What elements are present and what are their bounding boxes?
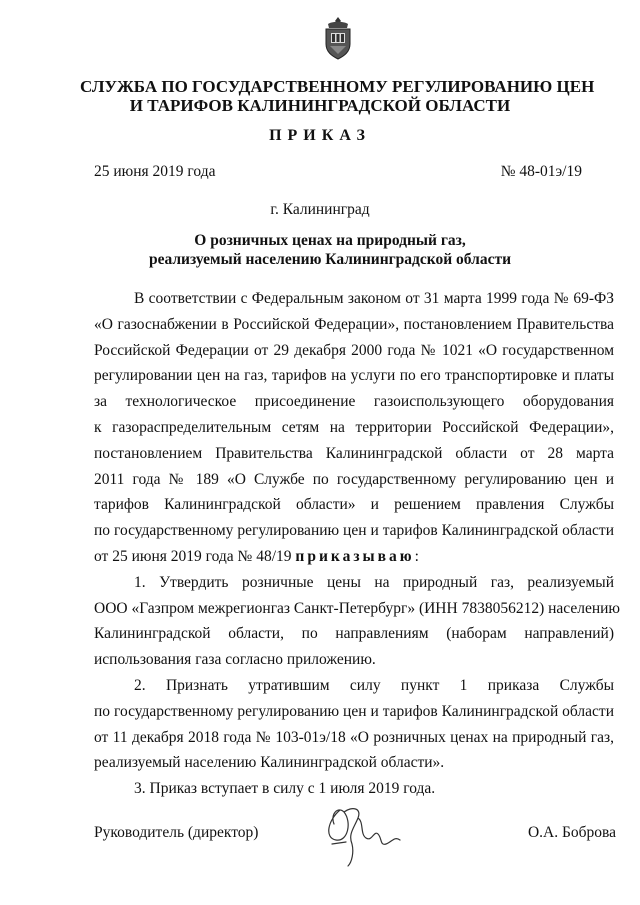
item-1-line: Калининградской области, по направлениям (наборам направлений) bbox=[94, 625, 614, 643]
signer-title: Руководитель (директор) bbox=[94, 824, 259, 841]
item-2-line: 2. Признать утратившим силу пункт 1 приказа Службы bbox=[134, 676, 614, 694]
preamble-last-line: от 25 июня 2019 года № 48/19 приказываю: bbox=[94, 547, 419, 565]
preamble-line: за технологическое присоединение газоиспользующего оборудования bbox=[94, 393, 614, 411]
document-type: ПРИКАЗ bbox=[269, 127, 371, 144]
preamble-line: регулировании цен на газ, тарифов на услуги по его транспортировке и платы bbox=[94, 367, 614, 385]
subject-line-1: О розничных ценах на природный газ, bbox=[194, 232, 466, 249]
item-2-line: от 11 декабря 2018 года № 103-01э/18 «О розничных ценах на природный газ, bbox=[94, 728, 614, 746]
subject-line-2: реализуемый населению Калининградской области bbox=[148, 251, 512, 268]
preamble-line: к газораспределительным сетям на территории Российской Федерации», bbox=[94, 418, 614, 436]
item-3-line: 3. Приказ вступает в силу с 1 июля 2019 года. bbox=[134, 780, 436, 798]
signer-name: О.А. Боброва bbox=[527, 824, 616, 841]
preamble-line: В соответствии с Федеральным законом от 31 марта 1999 года № 69-ФЗ bbox=[134, 290, 614, 307]
handwritten-signature bbox=[318, 800, 418, 870]
document-date: 25 июня 2019 года bbox=[94, 163, 216, 180]
agency-line-2: И ТАРИФОВ КАЛИНИНГРАДСКОЙ ОБЛАСТИ bbox=[129, 96, 511, 115]
document-subject bbox=[100, 231, 560, 269]
preamble-line: постановлением Правительства Калининградской области от 28 марта bbox=[94, 444, 614, 462]
item-1-line: ООО «Газпром межрегионгаз Санкт-Петербург» (ИНН 7838056212) населению bbox=[94, 599, 621, 617]
document-number: № 48-01э/19 bbox=[500, 163, 582, 180]
preamble-line: 2011 года № 189 «О Службе по государственному регулированию цен и bbox=[94, 470, 614, 488]
item-2-line: реализуемый населению Калининградской области». bbox=[94, 754, 445, 772]
preamble-line: Российской Федерации от 29 декабря 2000 года № 1021 «О государственном bbox=[94, 341, 614, 359]
agency-line-1: СЛУЖБА ПО ГОСУДАРСТВЕННОМУ РЕГУЛИРОВАНИЮ ЦЕН bbox=[80, 77, 595, 96]
item-1-line: использования газа согласно приложению. bbox=[94, 651, 376, 669]
order-word: приказываю bbox=[295, 547, 415, 565]
item-1-line: 1. Утвердить розничные цены на природный газ, реализуемый bbox=[134, 573, 614, 591]
preamble-last-text: от 25 июня 2019 года № 48/19 bbox=[94, 547, 292, 565]
preamble-line: «О газоснабжении в Российской Федерации», постановлением Правительства bbox=[94, 315, 614, 333]
document-body bbox=[94, 286, 621, 802]
item-2-line: по государственному регулированию цен и тарифов Калининградской области bbox=[94, 702, 614, 720]
preamble-line: по государственному регулированию цен и тарифов Калининградской области bbox=[94, 522, 614, 540]
document-city: г. Калининград bbox=[270, 201, 370, 218]
agency-name bbox=[80, 77, 595, 115]
preamble-line: тарифов Калининградской области» и решением правления Службы bbox=[94, 496, 614, 514]
coat-of-arms-icon bbox=[322, 16, 354, 60]
